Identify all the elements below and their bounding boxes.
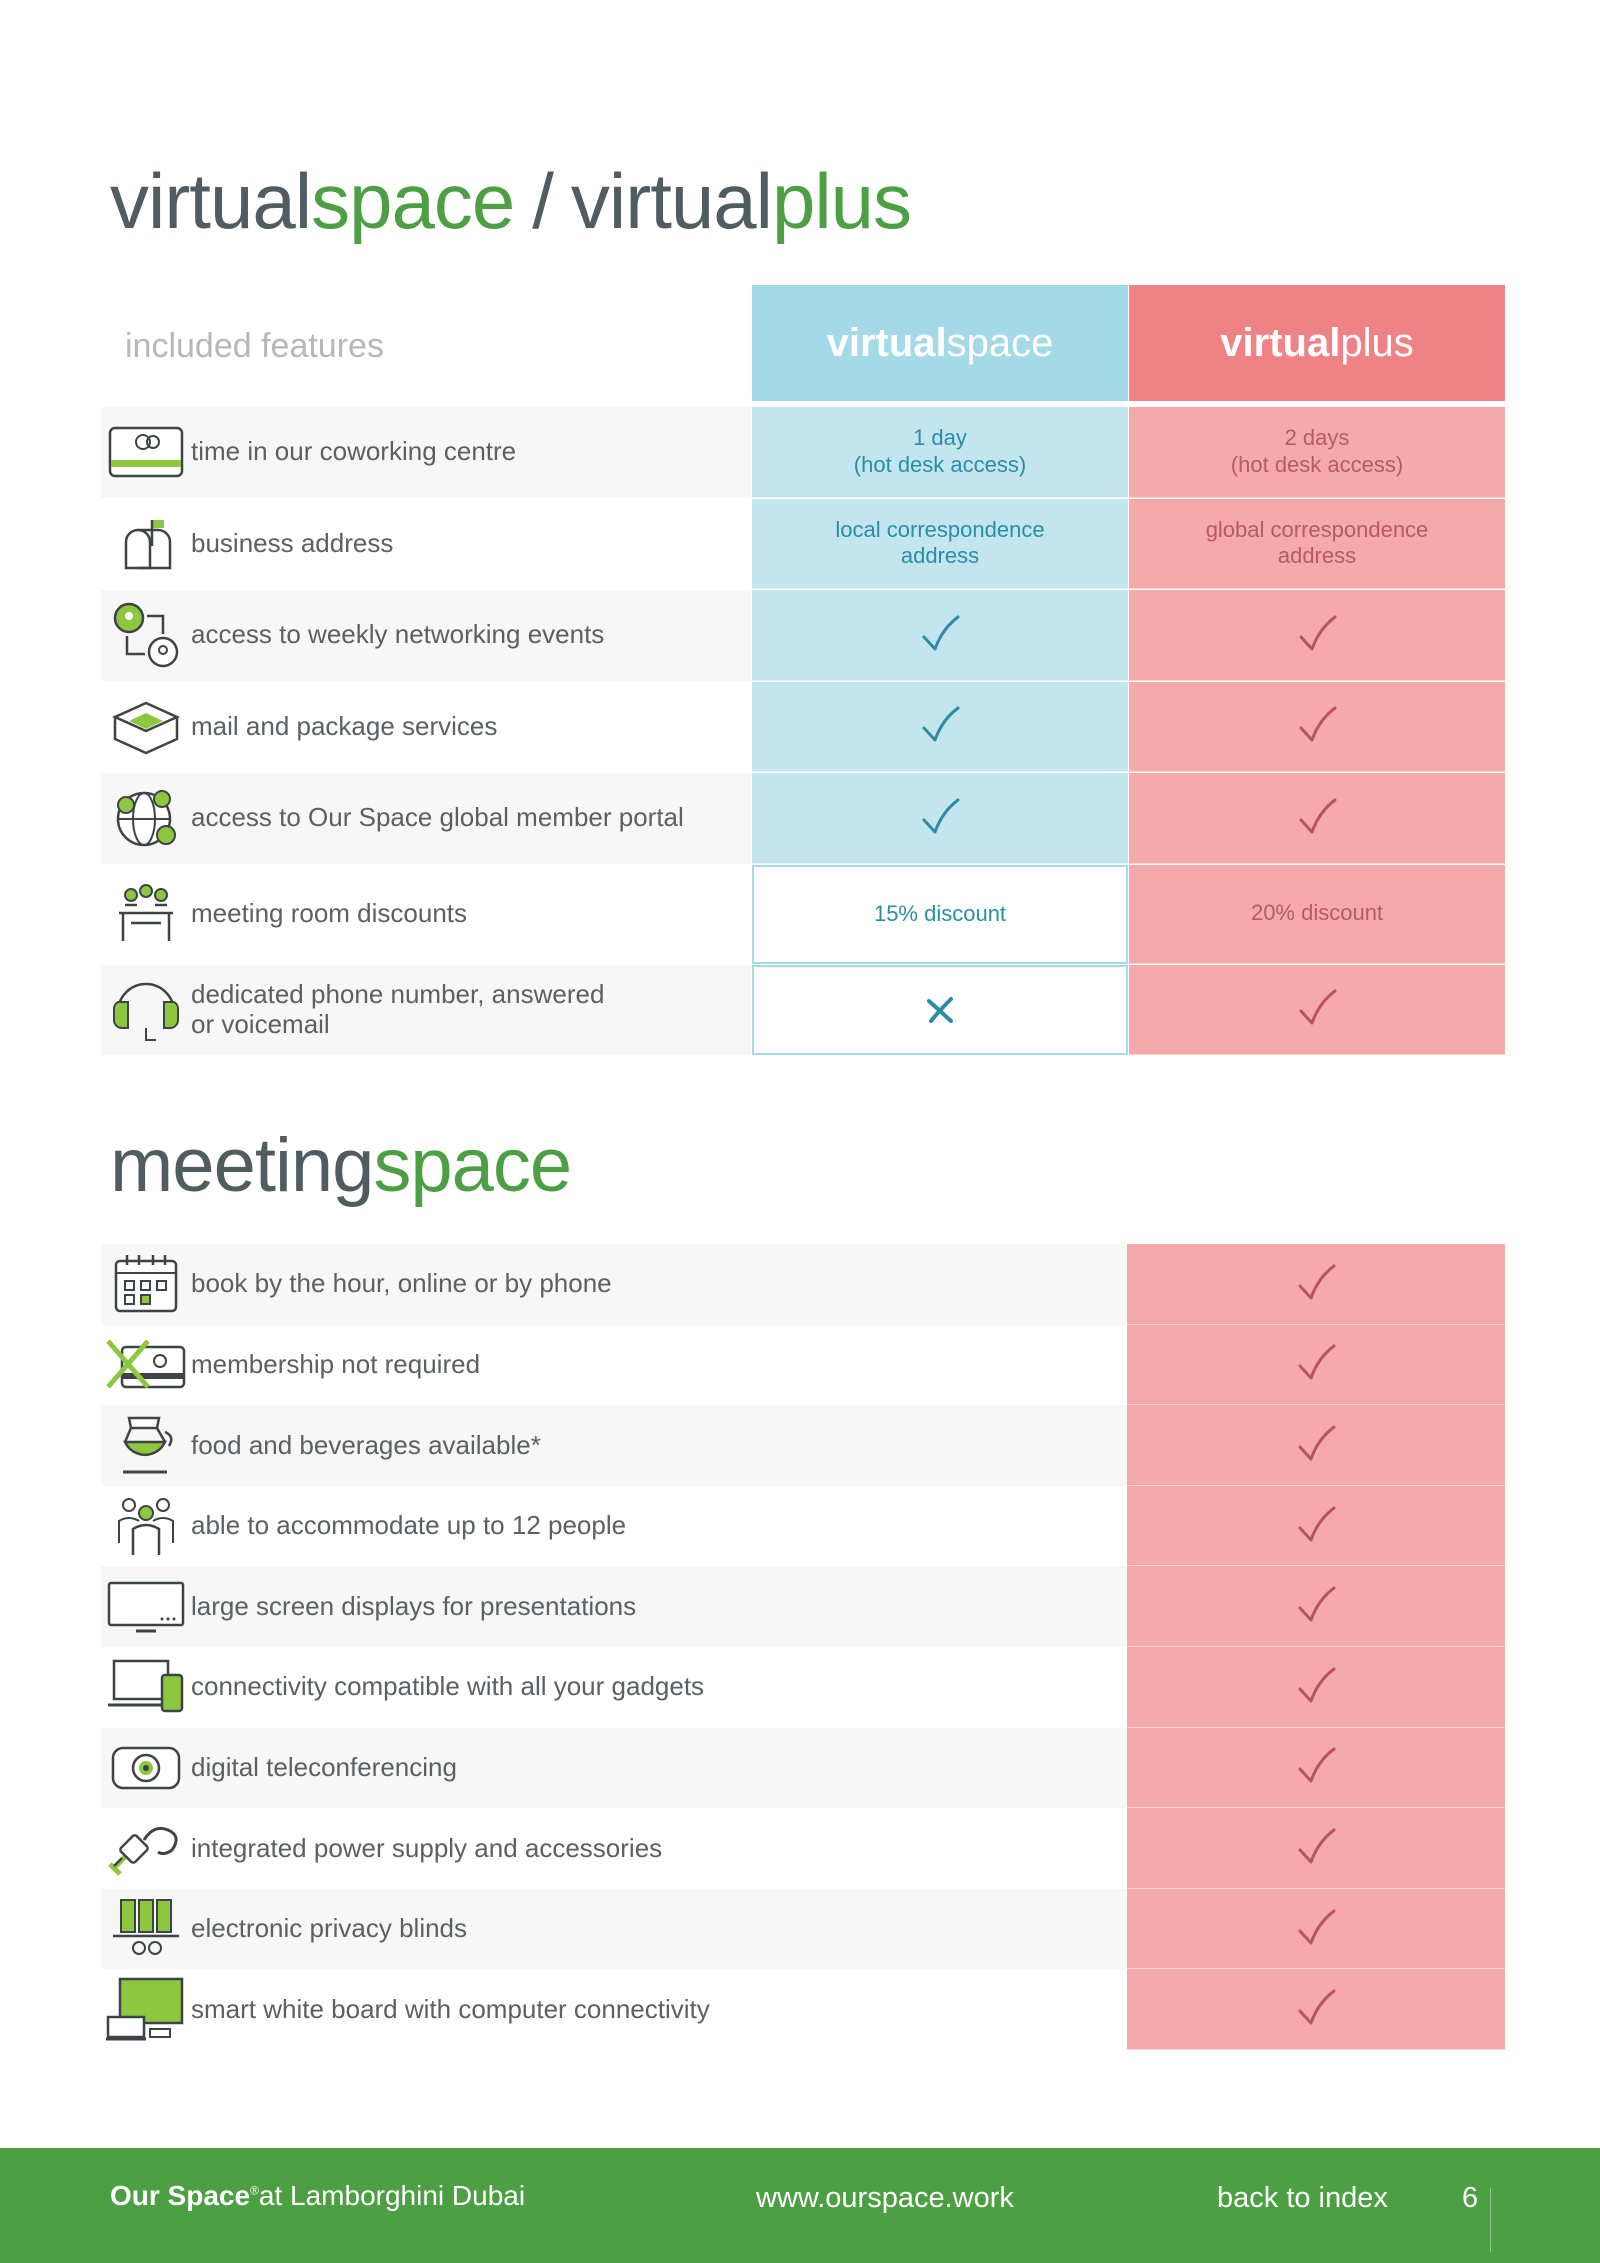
- feature-cell: [101, 1405, 1127, 1486]
- virtualplus-cell: global correspondence address: [1129, 499, 1505, 590]
- feature-label: integrated power supply and accessories: [191, 1832, 663, 1863]
- feature-cell: [101, 773, 751, 864]
- meetingspace-cell-check: [1127, 1889, 1505, 1970]
- feature-cell: [101, 965, 751, 1056]
- coffee-pot-icon: [101, 1405, 191, 1486]
- meetingspace-cell-check: [1127, 1566, 1505, 1647]
- table-row: [101, 1566, 1504, 1647]
- meetingspace-cell-check: [1127, 1325, 1505, 1406]
- table-row: [101, 1889, 1504, 1970]
- meetingspace-cell-check: [1127, 1486, 1505, 1567]
- feature-cell: [101, 407, 751, 498]
- feature-label: able to accommodate up to 12 people: [191, 1510, 627, 1541]
- networking-icon: [101, 590, 191, 681]
- table-row: [101, 1244, 1504, 1325]
- table-row: [101, 1969, 1504, 2050]
- virtualplus-cell: 20% discount: [1129, 865, 1505, 964]
- table-row: [101, 682, 1504, 774]
- no-membership-icon: [101, 1325, 191, 1406]
- meetingspace-cell-check: [1127, 1969, 1505, 2050]
- table-row: [101, 1405, 1504, 1486]
- people-group-icon: [101, 1486, 191, 1567]
- feature-label: access to Our Space global member portal: [191, 802, 684, 833]
- meeting-features-table: [101, 1244, 1504, 2050]
- feature-label: connectivity compatible with all your gadgets: [191, 1671, 705, 1702]
- meetingspace-cell-check: [1127, 1647, 1505, 1728]
- globe-portal-icon: [101, 773, 191, 864]
- feature-label: time in our coworking centre: [191, 436, 517, 467]
- feature-label: electronic privacy blinds: [191, 1913, 468, 1944]
- feature-cell: [101, 1969, 1127, 2050]
- meetingspace-cell-check: [1127, 1728, 1505, 1809]
- virtualplus-cell-check: [1129, 682, 1505, 773]
- feature-label: book by the hour, online or by phone: [191, 1268, 612, 1299]
- meetingspace-cell-check: [1127, 1405, 1505, 1486]
- smart-board-icon: [101, 1969, 191, 2050]
- title-part1-bold: virtual: [110, 157, 312, 245]
- meeting-room-icon: [101, 865, 191, 964]
- feature-cell: [101, 1808, 1127, 1889]
- virtualplus-cell: 2 days (hot desk access): [1129, 407, 1505, 498]
- footer-brand: [110, 2180, 525, 2212]
- feature-cell: [101, 1728, 1127, 1809]
- virtualspace-cell-check: [752, 682, 1128, 773]
- virtualplus-cell-check: [1129, 965, 1505, 1056]
- mailbox-icon: [101, 499, 191, 590]
- table-header: [101, 285, 1504, 401]
- feature-label: digital teleconferencing: [191, 1751, 457, 1782]
- table-row: [101, 407, 1504, 499]
- feature-label: mail and package services: [191, 710, 498, 741]
- headset-icon: [101, 965, 191, 1056]
- feature-cell: [101, 1486, 1127, 1567]
- back-to-index-link[interactable]: back to index: [1217, 2182, 1388, 2214]
- feature-cell: [101, 590, 751, 681]
- meetingspace-cell-check: [1127, 1808, 1505, 1889]
- title-part2-bold: virtual: [570, 157, 772, 245]
- virtualplus-cell-check: [1129, 773, 1505, 864]
- footer: [0, 2148, 1600, 2263]
- virtualplus-cell-check: [1129, 590, 1505, 681]
- table-row: [101, 499, 1504, 591]
- meeting-title: [110, 1123, 572, 1208]
- feature-cell: [101, 499, 751, 590]
- virtualspace-cell-check: [752, 590, 1128, 681]
- col1-bold: virtual: [826, 320, 947, 365]
- title-slash: /: [532, 157, 553, 245]
- table-row: [101, 773, 1504, 865]
- feature-cell: [101, 1566, 1127, 1647]
- virtualspace-cell: [752, 965, 1128, 1056]
- feature-cell: [101, 1244, 1127, 1325]
- virtualspace-cell: 1 day (hot desk access): [752, 407, 1128, 498]
- feature-label: meeting room discounts: [191, 898, 468, 929]
- table-row: [101, 865, 1504, 965]
- virtualspace-cell: local correspondence address: [752, 499, 1128, 590]
- membership-card-icon: [101, 407, 191, 498]
- virtualspace-cell: 15% discount: [752, 865, 1128, 964]
- table-row: [101, 1647, 1504, 1728]
- feature-cell: [101, 1889, 1127, 1970]
- feature-label: membership not required: [191, 1348, 481, 1379]
- feature-label: large screen displays for presentations: [191, 1590, 637, 1621]
- blinds-icon: [101, 1889, 191, 1970]
- feature-cell: [101, 865, 751, 964]
- feature-label: smart white board with computer connectivity: [191, 1993, 710, 2024]
- col2-bold: virtual: [1220, 320, 1341, 365]
- screen-display-icon: [101, 1566, 191, 1647]
- virtualspace-cell-check: [752, 773, 1128, 864]
- feature-label: business address: [191, 527, 394, 558]
- virtual-title: [110, 157, 912, 245]
- feature-cell: [101, 682, 751, 773]
- col2-light: plus: [1340, 320, 1414, 365]
- page-number: 6: [1462, 2182, 1479, 2214]
- virtualspace-column-header: [752, 285, 1128, 401]
- table-row: [101, 1325, 1504, 1406]
- table-row: [101, 965, 1504, 1057]
- feature-cell: [101, 1647, 1127, 1728]
- title-part1-light: space: [311, 157, 515, 245]
- registered-mark: ®: [250, 2183, 259, 2198]
- feature-label: food and beverages available*: [191, 1429, 541, 1460]
- laptop-phone-icon: [101, 1647, 191, 1728]
- feature-label: access to weekly networking events: [191, 619, 605, 650]
- table-row: [101, 1808, 1504, 1889]
- package-icon: [101, 682, 191, 773]
- brand-name: Our Space: [110, 2180, 251, 2211]
- virtual-features-table: [101, 407, 1504, 1056]
- virtualplus-column-header: [1129, 285, 1505, 401]
- calendar-icon: [101, 1244, 191, 1325]
- power-plug-icon: [101, 1808, 191, 1889]
- webcam-icon: [101, 1728, 191, 1809]
- title-part2-light: plus: [771, 157, 912, 245]
- table-row: [101, 1486, 1504, 1567]
- col1-light: space: [946, 320, 1054, 365]
- brand-location: at Lamborghini Dubai: [258, 2180, 526, 2211]
- meeting-title-bold: meeting: [110, 1123, 374, 1208]
- table-row: [101, 590, 1504, 682]
- table-row: [101, 1728, 1504, 1809]
- website-link[interactable]: www.ourspace.work: [756, 2182, 1014, 2214]
- meeting-title-light: space: [373, 1123, 572, 1208]
- footer-divider: [1490, 2188, 1491, 2252]
- feature-label: dedicated phone number, answered or voicemail: [191, 978, 605, 1039]
- feature-cell: [101, 1325, 1127, 1406]
- included-features-label: included features: [125, 327, 384, 365]
- meetingspace-cell-check: [1127, 1244, 1505, 1325]
